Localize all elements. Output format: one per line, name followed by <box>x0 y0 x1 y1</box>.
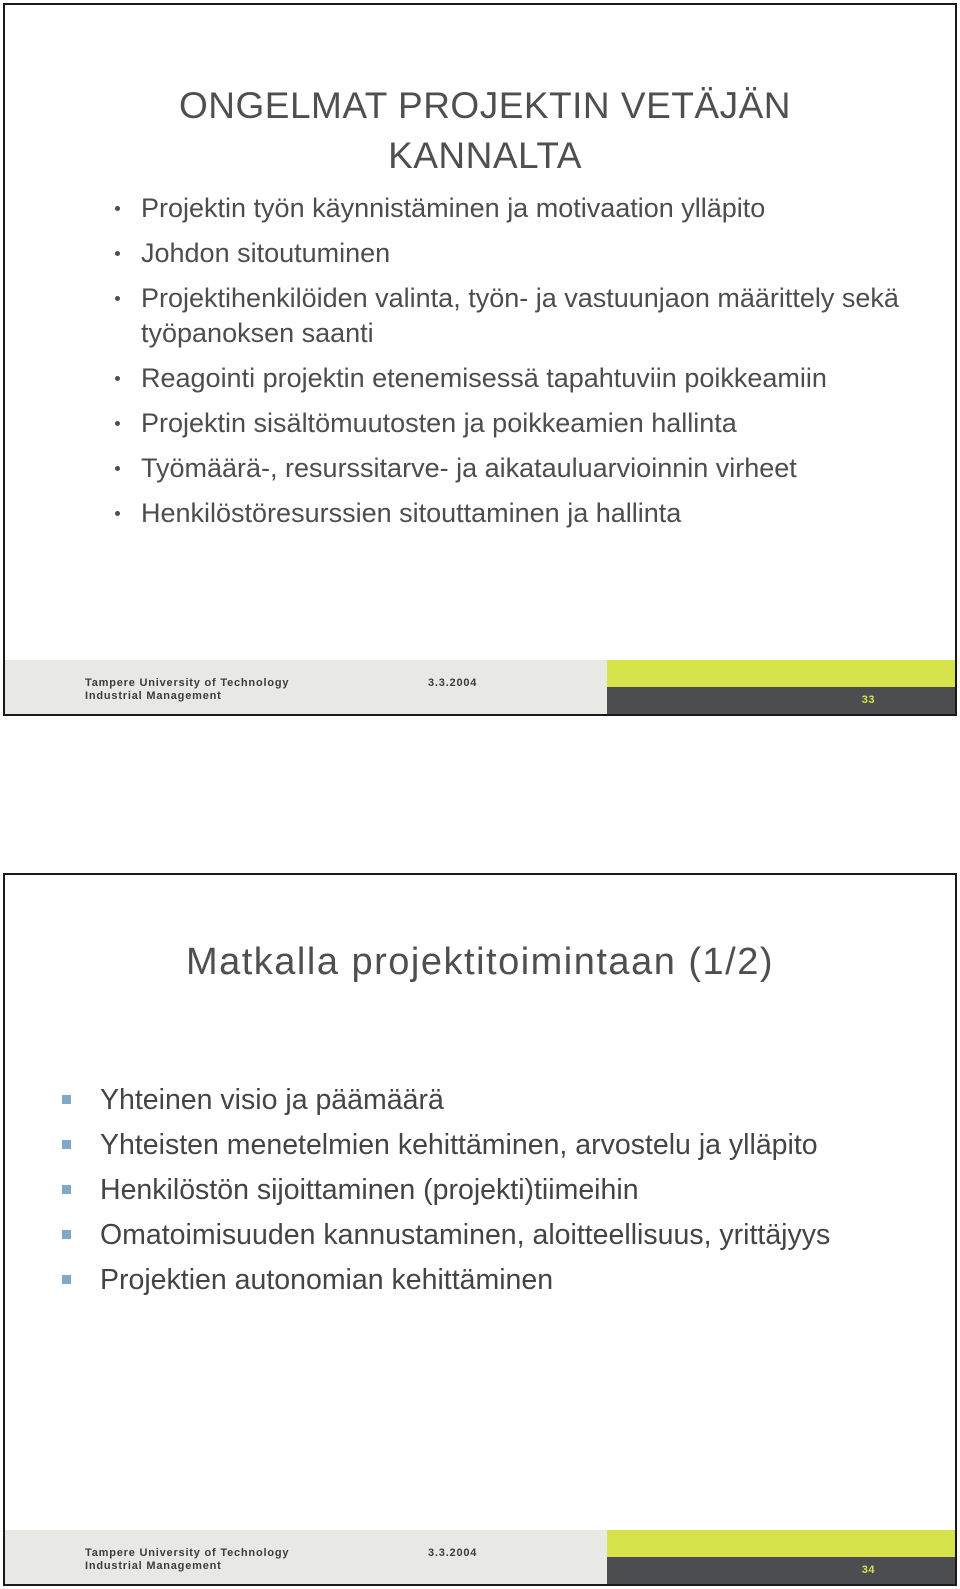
square-bullet-icon <box>62 1095 71 1104</box>
bullet-list <box>113 191 933 541</box>
bullet-item <box>60 1168 940 1213</box>
bullet-item <box>113 496 933 531</box>
bullet-list <box>60 1078 940 1303</box>
square-bullet-icon <box>62 1275 71 1284</box>
square-bullet-icon <box>62 1185 71 1194</box>
bullet-item <box>60 1213 940 1258</box>
square-bullet-icon <box>62 1230 71 1239</box>
footer-date: 3.3.2004 <box>428 677 478 689</box>
bullet-dot-icon <box>115 296 120 301</box>
footer-dark-band <box>607 1557 957 1584</box>
slide-33 <box>3 3 957 716</box>
footer-university: Tampere University of Technology <box>85 1547 290 1559</box>
bullet-dot-icon <box>115 511 120 516</box>
bullet-text: Yhteisten menetelmien kehittäminen, arvostelu ja ylläpito <box>100 1129 818 1161</box>
slide-title: Matkalla projektitoimintaan (1/2) <box>185 941 775 983</box>
bullet-item <box>113 451 933 486</box>
bullet-text: Yhteinen visio ja päämäärä <box>100 1084 444 1116</box>
footer-lime-band <box>607 660 957 687</box>
bullet-dot-icon <box>115 206 120 211</box>
bullet-dot-icon <box>115 421 120 426</box>
bullet-text: Reagointi projektin etenemisessä tapahtuviin poikkeamiin <box>141 362 827 393</box>
bullet-item <box>113 236 933 271</box>
slide-footer <box>5 660 955 714</box>
bullet-item <box>113 281 933 350</box>
footer-dark-band <box>607 687 957 714</box>
square-bullet-icon <box>62 1140 71 1149</box>
bullet-text: Johdon sitoutuminen <box>141 238 391 268</box>
bullet-dot-icon <box>115 251 120 256</box>
bullet-text: Omatoimisuuden kannustaminen, aloitteellisuus, yrittäjyys <box>100 1219 831 1251</box>
bullet-dot-icon <box>115 376 120 381</box>
page-number: 33 <box>861 694 875 706</box>
footer-department: Industrial Management <box>85 1560 222 1572</box>
slide-title: ONGELMAT PROJEKTIN VETÄJÄN KANNALTA <box>179 85 791 176</box>
bullet-text: Projektin sisältömuutosten ja poikkeamien hallinta <box>141 407 737 438</box>
bullet-item <box>60 1123 940 1168</box>
bullet-text: Henkilöstöresurssien sitouttaminen ja hallinta <box>141 497 682 528</box>
bullet-text: Projektin työn käynnistäminen ja motivaation ylläpito <box>141 193 766 223</box>
bullet-item <box>113 361 933 396</box>
bullet-item <box>60 1258 940 1303</box>
slide-34 <box>3 873 957 1586</box>
bullet-text: Projektihenkilöiden valinta, työn- ja vastuunjaon määrittely sekä työpanoksen saanti <box>141 283 899 348</box>
bullet-item <box>60 1078 940 1123</box>
bullet-text: Työmäärä-, resurssitarve- ja aikatauluarvioinnin virheet <box>141 452 797 483</box>
bullet-item <box>113 191 933 226</box>
footer-lime-band <box>607 1530 957 1557</box>
footer-university: Tampere University of Technology <box>85 677 290 689</box>
bullet-item <box>113 406 933 441</box>
bullet-dot-icon <box>115 466 120 471</box>
bullet-text: Henkilöstön sijoittaminen (projekti)tiimeihin <box>100 1174 639 1206</box>
page-number: 34 <box>861 1564 875 1576</box>
bullet-text: Projektien autonomian kehittäminen <box>100 1264 554 1296</box>
slide-footer <box>5 1530 955 1584</box>
footer-date: 3.3.2004 <box>428 1547 478 1559</box>
footer-department: Industrial Management <box>85 690 222 702</box>
